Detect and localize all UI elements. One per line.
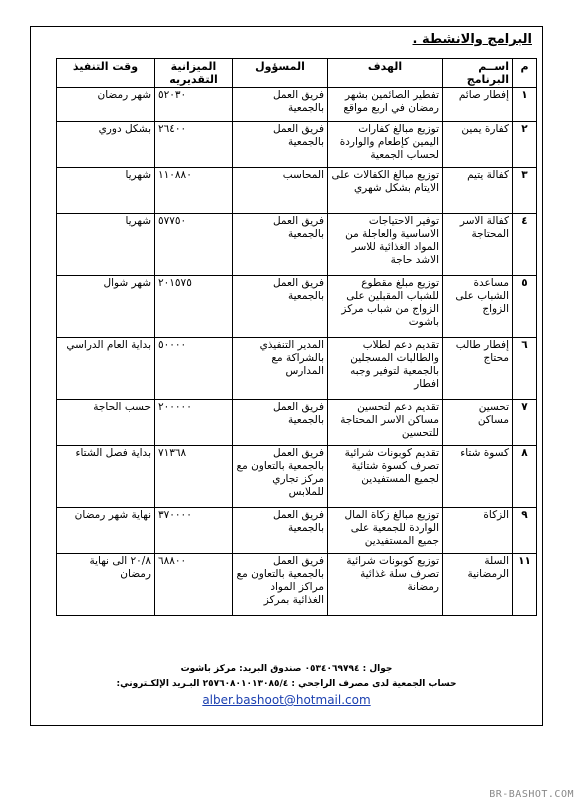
row-num: ٢ — [513, 122, 537, 168]
row-time: ٢٠/٨ الى نهاية رمضان — [57, 554, 155, 616]
table-row — [57, 168, 537, 214]
programs-table — [56, 58, 537, 616]
row-budget: ٥٠٠٠٠ — [155, 338, 233, 400]
table-row — [57, 508, 537, 554]
row-name: الزكاة — [443, 508, 513, 554]
row-num: ١ — [513, 88, 537, 122]
row-time: بشكل دوري — [57, 122, 155, 168]
table-row — [57, 446, 537, 508]
row-goal: تفطير الصائمين بشهر رمضان في اربع مواقع — [328, 88, 443, 122]
row-budget: ١١٠٨٨٠ — [155, 168, 233, 214]
table-row — [57, 338, 537, 400]
row-name: كفالة يتيم — [443, 168, 513, 214]
row-time: شهريا — [57, 168, 155, 214]
row-responsible: فريق العمل بالجمعية — [233, 214, 328, 276]
row-name: السلة الرمضانية — [443, 554, 513, 616]
row-num: ٥ — [513, 276, 537, 338]
row-name: كسوة شتاء — [443, 446, 513, 508]
row-num: ١١ — [513, 554, 537, 616]
row-name: إفطار صائم — [443, 88, 513, 122]
row-time: بداية فصل الشتاء — [57, 446, 155, 508]
row-goal: تقديم دعم لتحسين مساكن الاسر المحتاجة للتحسين — [328, 400, 443, 446]
row-responsible: فريق العمل بالجمعية بالتعاون مع مراكز المواد الغذائية بمركز — [233, 554, 328, 616]
header-num: م — [513, 59, 537, 88]
row-num: ٩ — [513, 508, 537, 554]
row-responsible: فريق العمل بالجمعية بالتعاون مع مركز تجاري للملابس — [233, 446, 328, 508]
row-num: ٧ — [513, 400, 537, 446]
header-name: اســم البرنامج — [443, 59, 513, 88]
table-row — [57, 214, 537, 276]
row-goal: تقديم كوبونات شرائية تصرف كسوة شتائية لجميع المستفيدين — [328, 446, 443, 508]
row-goal: توزيع مبالغ الكفالات على الايتام بشكل شهري — [328, 168, 443, 214]
row-time: شهر شوال — [57, 276, 155, 338]
row-goal: توزيع كوبونات شرائية تصرف سلة غذائية رمضانة — [328, 554, 443, 616]
header-budget: الميزانية التقديريه — [155, 59, 233, 88]
footer-contact: جوال : ٠٥٣٤٠٦٩٧٩٤ صندوق البريد: مركز باشوت — [180, 664, 393, 674]
row-responsible: فريق العمل بالجمعية — [233, 508, 328, 554]
row-budget: ٢٦٤٠٠ — [155, 122, 233, 168]
row-goal: توزيع مبلغ مقطوع للشباب المقبلين على الزواج من شباب مركز باشوت — [328, 276, 443, 338]
row-name: مساعدة الشباب على الزواج — [443, 276, 513, 338]
header-responsible: المسؤول — [233, 59, 328, 88]
footer-account: حساب الجمعية لدى مصرف الراجحي : ٢٥٧٦٠٨٠١٠١٣٠٨٥/٤ البـريد الإلكـتروني: — [116, 679, 457, 689]
row-num: ٤ — [513, 214, 537, 276]
row-time: نهاية شهر رمضان — [57, 508, 155, 554]
table-row — [57, 276, 537, 338]
row-time: بداية العام الدراسي — [57, 338, 155, 400]
row-goal: توزيع مبالغ زكاة المال الواردة للجمعية على جميع المستفيدين — [328, 508, 443, 554]
table-row — [57, 88, 537, 122]
row-time: حسب الحاجة — [57, 400, 155, 446]
row-responsible: فريق العمل بالجمعية — [233, 400, 328, 446]
row-budget: ٢٠٠٠٠٠ — [155, 400, 233, 446]
row-budget: ٥٢٠٣٠ — [155, 88, 233, 122]
row-goal: توزيع مبالغ كفارات اليمين كإطعام والواردة لحساب الجمعية — [328, 122, 443, 168]
row-budget: ٣٧٠٠٠٠ — [155, 508, 233, 554]
row-num: ٣ — [513, 168, 537, 214]
row-responsible: المدير التنفيذي بالشراكة مع المدارس — [233, 338, 328, 400]
row-name: كفالة الاسر المحتاجة — [443, 214, 513, 276]
row-goal: تقديم دعم لطلاب والطالبات المسجلين بالجمعية لتوفير وجبه افطار — [328, 338, 443, 400]
row-num: ٨ — [513, 446, 537, 508]
header-time: وقت التنفيذ — [57, 59, 155, 88]
row-num: ٦ — [513, 338, 537, 400]
watermark: BR-BASHOT.COM — [489, 789, 574, 800]
row-budget: ٧١٣٦٨ — [155, 446, 233, 508]
row-responsible: فريق العمل بالجمعية — [233, 122, 328, 168]
row-budget: ٥٧٧٥٠ — [155, 214, 233, 276]
row-name: كفارة يمين — [443, 122, 513, 168]
table-header-row — [57, 59, 537, 88]
row-name: تحسين مساكن — [443, 400, 513, 446]
row-responsible: فريق العمل بالجمعية — [233, 276, 328, 338]
row-goal: توفير الاحتياجات الاساسية والعاجلة من المواد الغذائية للاسر الاشد حاجة — [328, 214, 443, 276]
row-responsible: المحاسب — [233, 168, 328, 214]
row-budget: ٢٠١٥٧٥ — [155, 276, 233, 338]
row-budget: ٦٨٨٠٠ — [155, 554, 233, 616]
section-title: البرامج والانشطة . — [412, 32, 532, 47]
email-link[interactable]: alber.bashoot@hotmail.com — [202, 693, 371, 707]
table-row — [57, 122, 537, 168]
table-row — [57, 554, 537, 616]
row-responsible: فريق العمل بالجمعية — [233, 88, 328, 122]
row-name: إفطار طالب محتاج — [443, 338, 513, 400]
header-goal: الهدف — [328, 59, 443, 88]
table-row — [57, 400, 537, 446]
row-time: شهر رمضان — [57, 88, 155, 122]
row-time: شهريا — [57, 214, 155, 276]
